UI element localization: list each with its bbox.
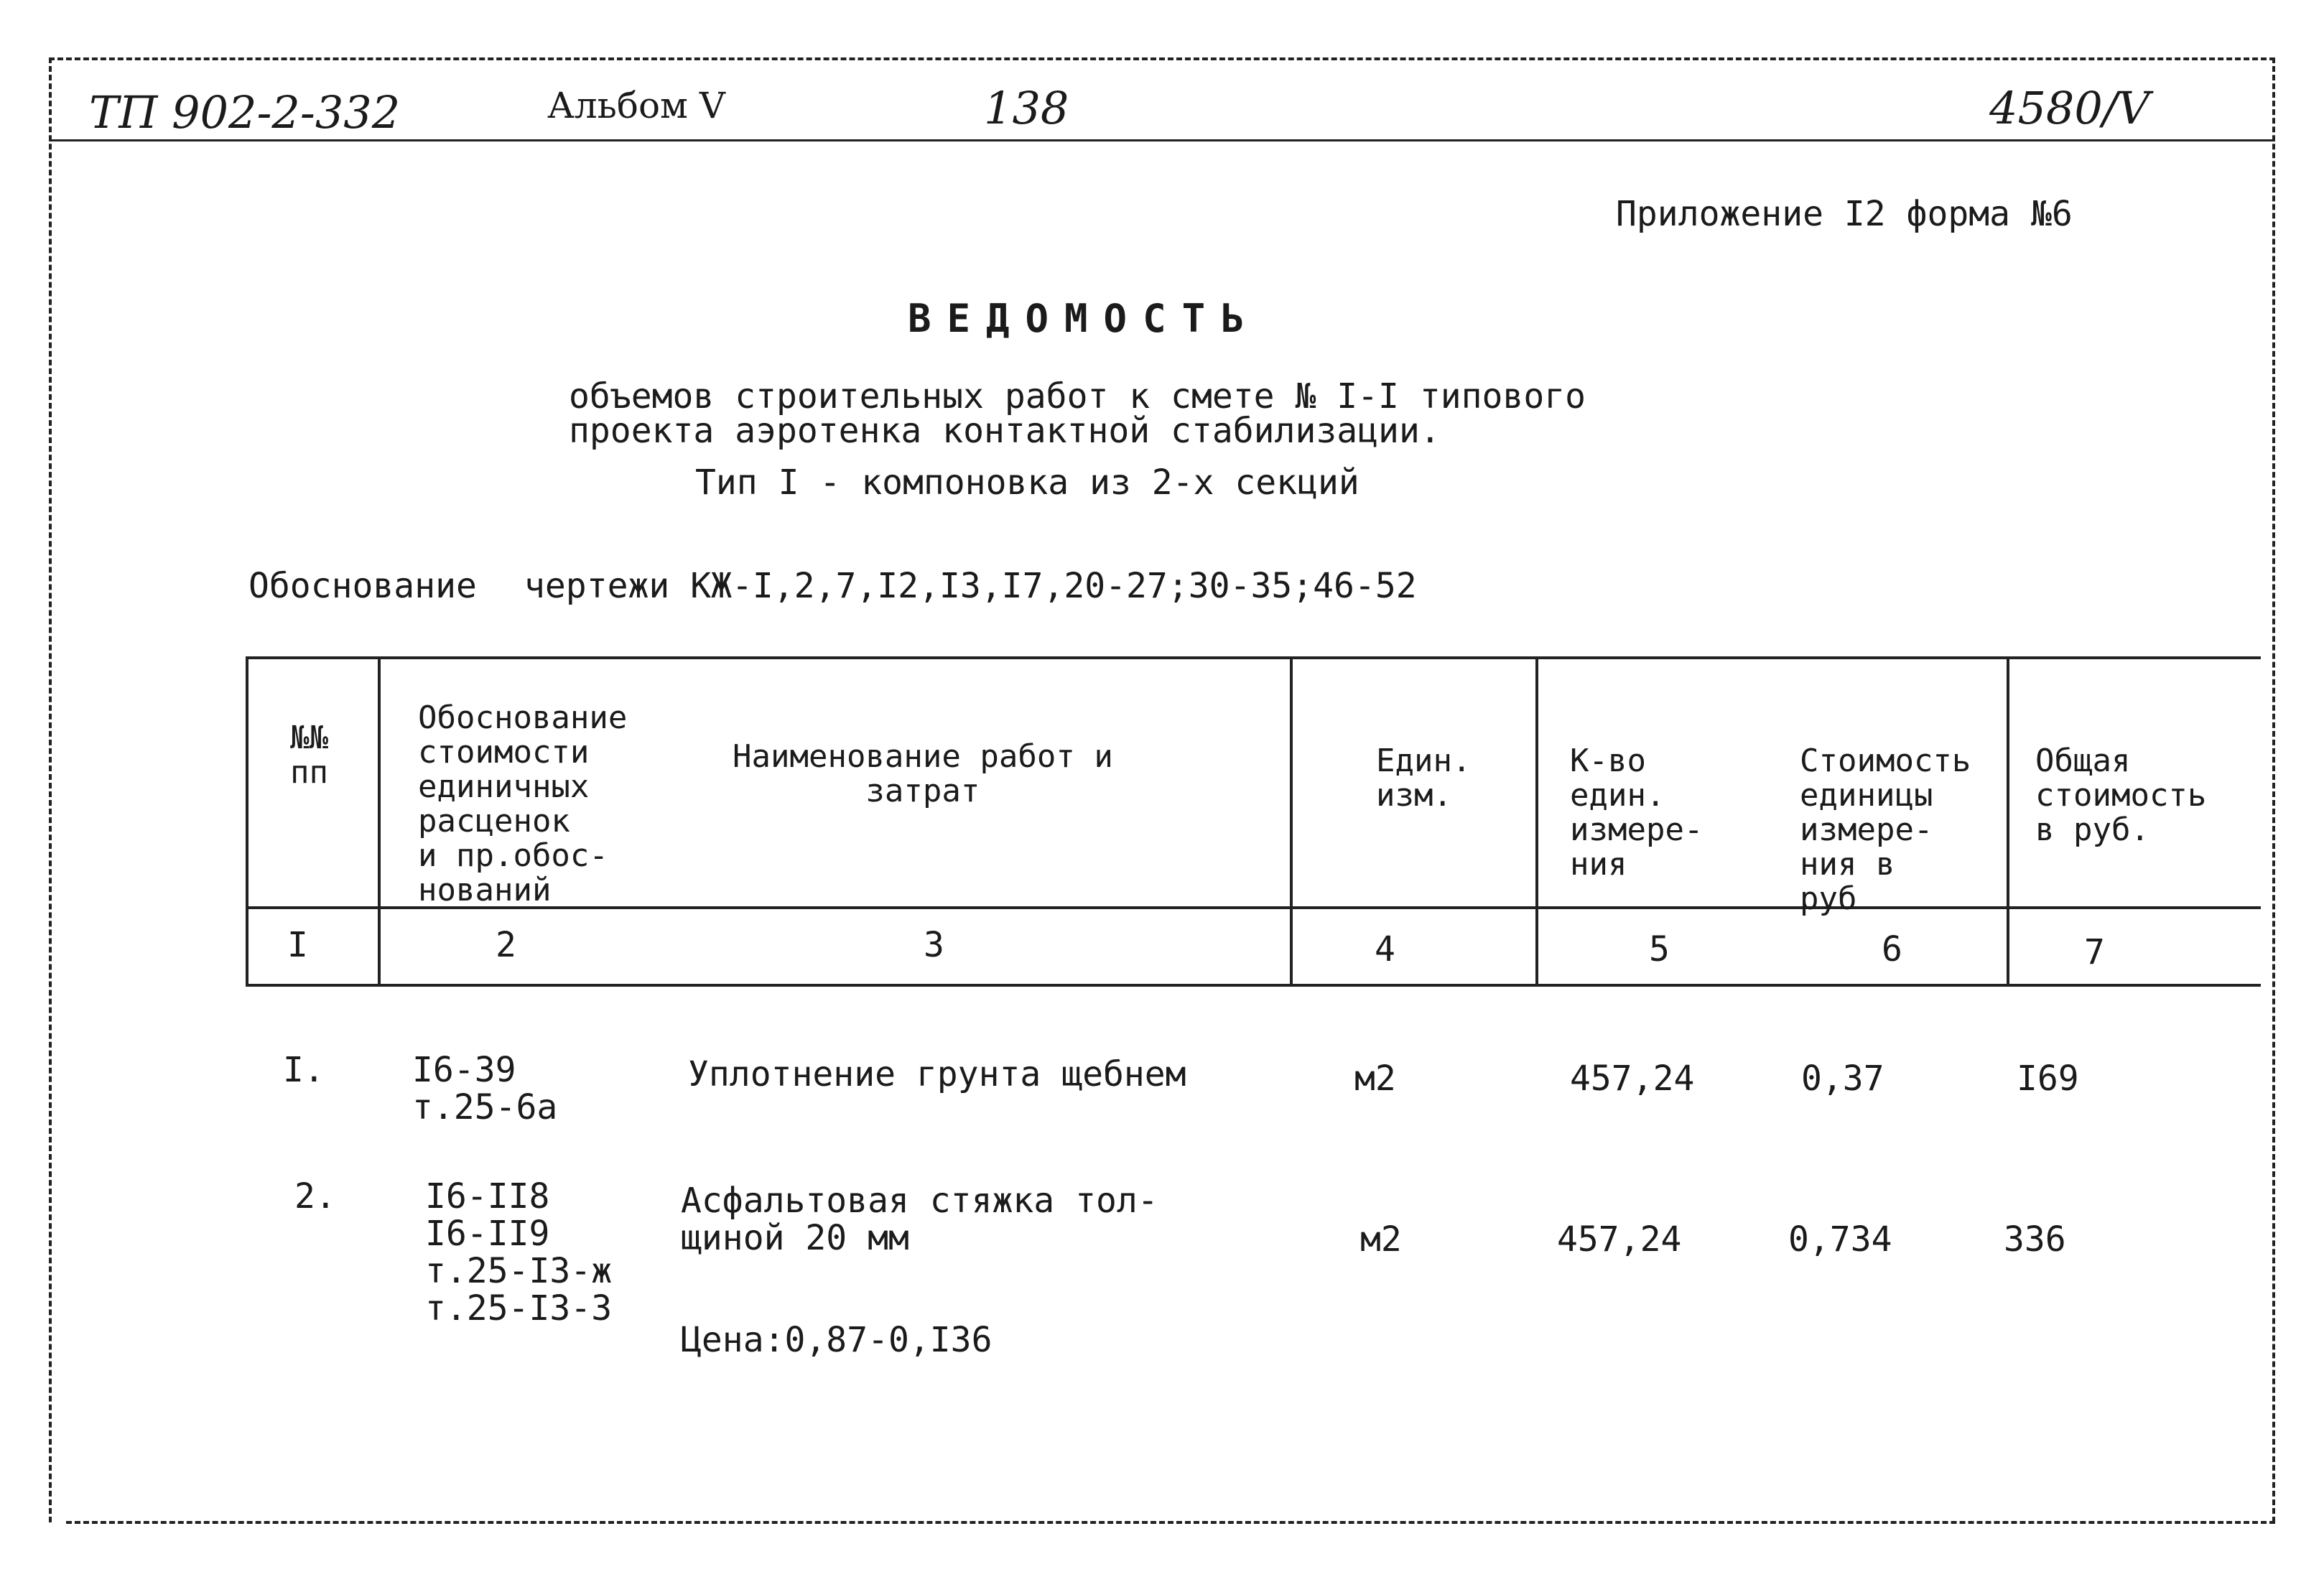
basis-value: чертежи КЖ-I,2,7,I2,I3,I7,20-27;30-35;46-52 [524, 566, 1417, 606]
header-col-name: Наименование работ и затрат [733, 738, 1113, 809]
column-number-6: 6 [1882, 929, 1902, 969]
page-number: 138 [984, 82, 1069, 134]
type-line: Тип I - компоновка из 2-х секций [695, 462, 1359, 503]
subtitle-line-1: объемов строительных работ к смете № I-I типового [569, 376, 1586, 417]
frame-left-border [49, 57, 52, 1522]
album-label: Альбом V [547, 85, 725, 126]
row2-basis: I6-II8 I6-II9 т.25-I3-ж т.25-I3-3 [425, 1176, 613, 1329]
column-number-7: 7 [2084, 932, 2105, 972]
frame-right-border [2272, 57, 2275, 1522]
row1-basis: I6-39 т.25-6а [412, 1050, 558, 1127]
row2-num: 2. [294, 1176, 336, 1217]
table-col-divider-0 [246, 656, 248, 985]
table-col-divider-1 [378, 656, 381, 985]
header-col-total: Общая стоимость в руб. [2035, 743, 2207, 848]
header-col-basis: Обоснование стоимости единичных расценок и пр.обос- нований [418, 699, 628, 908]
table-top-rule [246, 656, 2261, 659]
row2-qty: 457,24 [1557, 1219, 1682, 1260]
header-col-unit: Един. изм. [1376, 743, 1472, 814]
column-number-1: I [287, 925, 308, 965]
appendix-label: Приложение I2 форма №6 [1616, 194, 2073, 234]
table-col-divider-3 [1290, 656, 1293, 985]
document-number: 4580/V [1989, 82, 2150, 134]
table-col-divider-4 [1535, 656, 1538, 985]
header-col-num: №№ пп [290, 720, 328, 791]
row2-unit-cost: 0,734 [1788, 1219, 1892, 1260]
row1-num: I. [283, 1050, 325, 1090]
row2-name: Асфальтовая стяжка тол- щиной 20 мм [681, 1181, 1158, 1258]
column-number-3: 3 [924, 925, 944, 965]
header-col-unit-cost: Стоимость единицы измере- ния в руб [1800, 743, 1971, 917]
header-divider [49, 139, 2275, 141]
project-code: ТП 902-2-332 [89, 86, 401, 139]
frame-top-border [49, 57, 2275, 60]
row1-unit: м2 [1354, 1059, 1396, 1099]
row2-total: 336 [2004, 1219, 2066, 1260]
header-col-qty: К-во един. измере- ния [1570, 743, 1704, 883]
row2-price-note: Цена:0,87-0,I36 [681, 1320, 993, 1360]
table-numbers-rule [246, 984, 2261, 987]
row1-unit-cost: 0,37 [1801, 1059, 1884, 1099]
document-title: ВЕДОМОСТЬ [908, 296, 1260, 341]
row1-qty: 457,24 [1570, 1059, 1695, 1099]
column-number-2: 2 [496, 925, 516, 965]
row1-total: I69 [2017, 1059, 2079, 1099]
row1-name: Уплотнение грунта щебнем [688, 1054, 1186, 1094]
table-col-divider-6 [2007, 656, 2009, 985]
basis-label: Обоснование [248, 566, 477, 606]
column-number-4: 4 [1375, 929, 1395, 969]
column-number-5: 5 [1649, 929, 1670, 969]
row2-unit: м2 [1360, 1219, 1402, 1260]
subtitle-line-2: проекта аэротенка контактной стабилизации. [569, 411, 1441, 451]
frame-bottom-border [66, 1521, 2275, 1524]
